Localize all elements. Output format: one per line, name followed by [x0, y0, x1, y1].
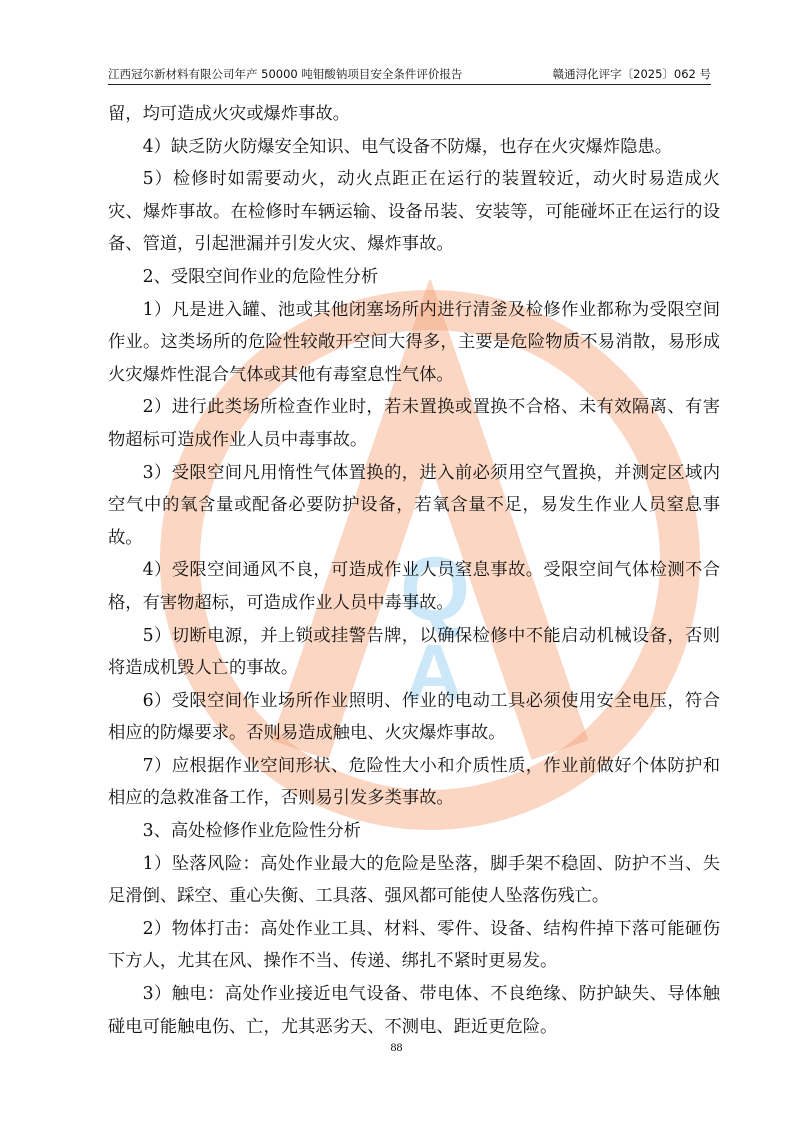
section-heading: 2、受限空间作业的危险性分析 — [142, 266, 379, 287]
body-text — [108, 98, 720, 1043]
paragraph: 5）检修时如需要动火，动火点距正在运行的装置较近，动火时易造成火灾、爆炸事故。在检修时车辆运输、设备吊装、安装等，可能碰坏正在运行的设备、管道，引起泄漏并引发火灾、爆炸事故。 — [108, 169, 720, 255]
paragraph: 4）受限空间通风不良，可造成作业人员窒息事故。受限空间气体检测不合格，有害物超标，可造成作业人员中毒事故。 — [108, 560, 720, 613]
svg-text:Q: Q — [400, 540, 471, 640]
paragraph: 1）坠落风险：高处作业最大的危险是坠落，脚手架不稳固、防护不当、失足滑倒、踩空、重心失衡、工具落、强风都可能使人坠落伤残亡。 — [108, 853, 720, 907]
paragraph: 2）进行此类场所检查作业时，若未置换或置换不合格、未有效隔离、有害物超标可造成作业人员中毒事故。 — [108, 397, 720, 450]
paragraph: 1）凡是进入罐、池或其他闭塞场所内进行清釜及检修作业都称为受限空间作业。这类场所的危险性较敞开空间大得多，主要是危险物质不易消散，易形成火灾爆炸性混合气体或其他有毒窒息性气体。 — [108, 299, 720, 385]
svg-text:A: A — [405, 628, 463, 717]
paragraph: 4）缺乏防火防爆安全知识、电气设备不防爆，也存在火灾爆炸隐患。 — [142, 136, 673, 157]
section-heading: 3、高处检修作业危险性分析 — [142, 821, 361, 842]
paragraph: 7）应根据作业空间形状、危险性大小和介质性质，作业前做好个体防护和相应的急救准备工作，否则易引发多类事故。 — [108, 755, 720, 809]
paragraph: 3）受限空间凡用惰性气体置换的，进入前必须用空气置换，并测定区域内空气中的氧含量或配备必要防护设备，若氧含量不足，易发生作业人员窒息事故。 — [108, 462, 720, 548]
header-report-title: 江西冠尔新材料有限公司年产 50000 吨钼酸钠项目安全条件评价报告 — [108, 67, 463, 81]
paragraph: 2）物体打击：高处作业工具、材料、零件、设备、结构件掉下落可能砸伤下方人，尤其在风、操作不当、传递、绑扎不紧时更易发。 — [108, 918, 720, 972]
paragraph: 留，均可造成火灾或爆炸事故。 — [108, 104, 350, 124]
header-document-number: 赣通浔化评字〔2025〕062 号 — [552, 67, 711, 81]
paragraph: 5）切断电源，并上锁或挂警告牌，以确保检修中不能启动机械设备，否则将造成机毁人亡的事故。 — [108, 625, 720, 679]
page-header — [108, 64, 711, 85]
paragraph: 6）受限空间作业场所作业照明、作业的电动工具必须使用安全电压，符合相应的防爆要求。否则易造成触电、火灾爆炸事故。 — [108, 690, 720, 744]
paragraph: 3）触电：高处作业接近电气设备、带电体、不良绝缘、防护缺失、导体触碰电可能触电伤、亡，尤其恶劣天、不测电、距近更危险。 — [108, 984, 720, 1037]
page-number: 88 — [390, 1040, 403, 1054]
